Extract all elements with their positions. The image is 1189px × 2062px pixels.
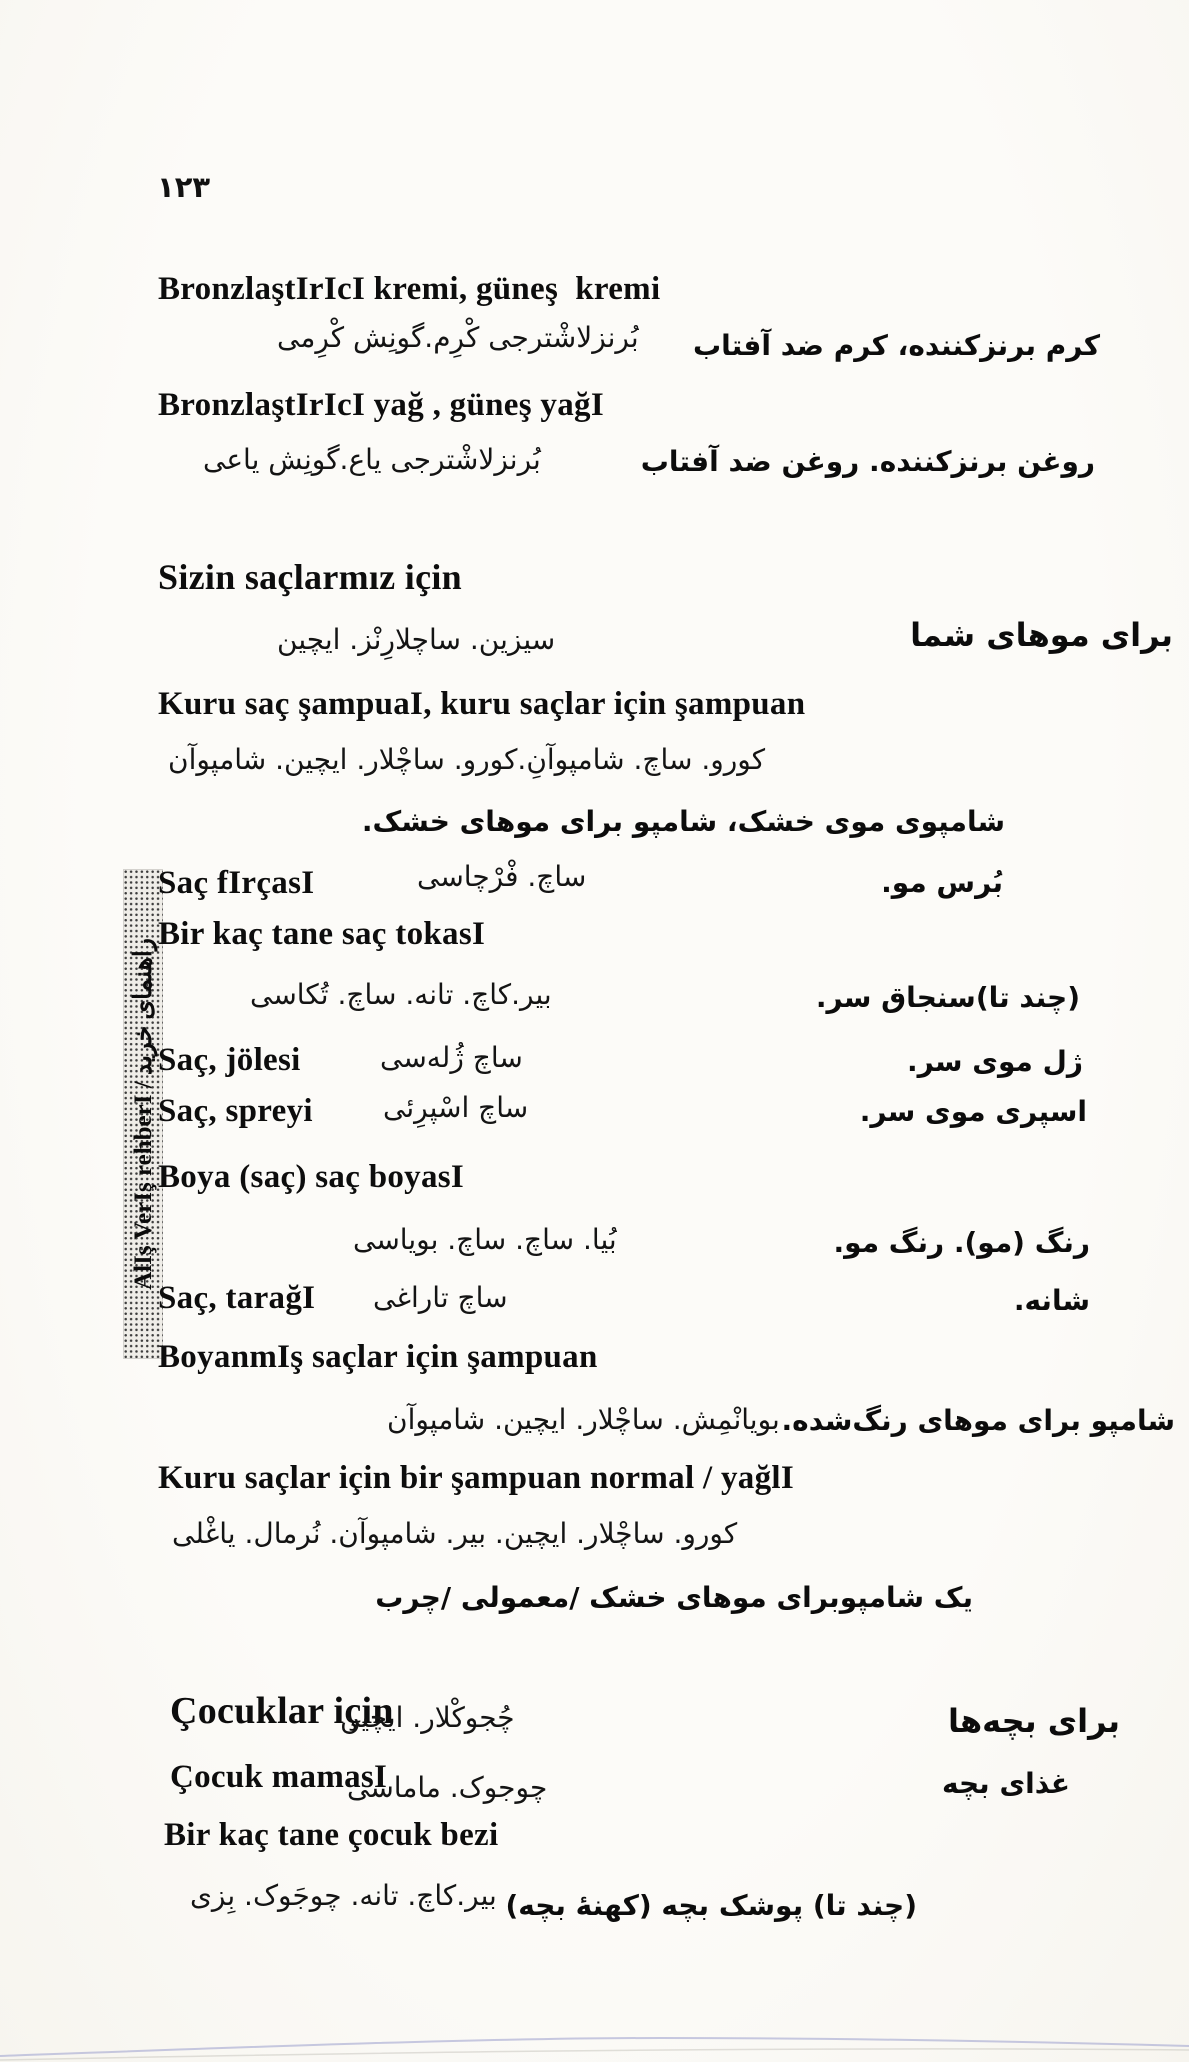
entry-sac-fircasi-translit: ساچ. فْرْچاسی [417,860,587,893]
entry-sac-tokasi-persian: (چند تا)سنجاق سر. [815,981,1080,1014]
entry-cocuk-mamasi-translit: چوجوک. ماماسی [347,1771,548,1804]
entry-sac-boyasi-latin: Boya (saç) saç boyasI [158,1159,465,1195]
section-hair-translit: سیزین. ساچلارِنْز. ایچین [277,623,556,656]
entry-sac-jolesi-latin: Saç, jölesi [158,1042,301,1078]
entry-cocuk-bezi-latin: Bir kaç tane çocuk bezi [164,1817,499,1853]
section-hair-persian: برای موهای شما [910,616,1173,654]
entry-kuru-sac-persian: شامپوی موی خشک، شامپو برای موهای خشک. [361,805,1005,838]
entry-bronz-yagi-persian: روغن برنزکننده. روغن ضد آفتاب [640,445,1095,478]
entry-sac-boyasi-persian: رنگ (مو). رنگ مو. [833,1226,1090,1259]
entry-cocuk-mamasi-latin: Çocuk mamasI [170,1759,388,1795]
section-hair-latin: Sizin saçlarmız için [158,557,462,597]
entry-bronz-yagi-latin: BronzlaştIrIcI yağ , güneş yağI [158,387,604,423]
margin-tab [123,869,163,1359]
entry-kuru-normal-translit: کورو. ساچْلار. ایچین. بیر. شامپوآن. نُرمال. یاغْلی [172,1517,738,1550]
entry-sac-fircasi-latin: Saç fIrçasI [158,865,315,901]
entry-cocuk-bezi-persian: (چند تا) پوشک بچه (کهنهٔ بچه) [505,1889,917,1922]
margin-tab-label: AlIş VerIş rehberI / راهنمای خرید [130,938,157,1290]
entry-kuru-normal-latin: Kuru saçlar için bir şampuan normal / yağlI [158,1460,795,1496]
entry-sac-tokasi-translit: بیر.کاچ. تانه. ساچ. تُکاسی [250,978,552,1011]
entry-bronz-yagi-translit: بُرنزلاشْترجی یاع.گونِش یاعی [203,443,541,476]
entry-boyanmis-persian: شامپو برای موهای رنگ‌شده. [781,1404,1175,1437]
section-children-latin: Çocuklar için [170,1690,394,1732]
scan-bottom-edge [0,2026,1189,2062]
entry-sac-jolesi-translit: ساچ ژُله‌سی [380,1041,523,1074]
entry-cocuk-bezi-translit: بیر.کاچ. تانه. چوجَوک. بِزی [190,1879,497,1912]
entry-kuru-sac-latin: Kuru saç şampuaI, kuru saçlar için şampuan [158,686,806,722]
entry-boyanmis-translit: بویانْمِش. ساچْلار. ایچین. شامپوآن [387,1403,780,1436]
entry-sac-taragi-persian: شانه. [1013,1284,1090,1317]
entry-sac-taragi-translit: ساچ تاراغی [373,1281,508,1314]
section-children-translit: چُجوکْلار. ایچین [340,1701,515,1734]
page-number: ۱۲۳ [157,170,211,204]
entry-sac-spreyi-latin: Saç, spreyi [158,1093,313,1129]
entry-sac-jolesi-persian: ژل موی سر. [906,1045,1083,1078]
entry-sac-spreyi-translit: ساچ اسْپرِئی [383,1091,529,1124]
entry-kuru-sac-translit: کورو. ساچ. شامپوآنِ.کورو. ساچْلار. ایچین. شامپوآن [168,743,766,776]
entry-sac-spreyi-persian: اسپری موی سر. [859,1095,1087,1128]
entry-sac-fircasi-persian: بُرس مو. [881,866,1003,899]
entry-bronz-kremi-latin: BronzlaştIrIcI kremi, güneş kremi [158,271,661,307]
entry-bronz-kremi-translit: بُرنزلاشْترجی کْرِم.گونِش کْرِمی [277,321,639,354]
entry-sac-tokasi-latin: Bir kaç tane saç tokasI [158,916,486,952]
entry-sac-taragi-latin: Saç, tarağI [158,1280,316,1316]
entry-kuru-normal-persian: یک شامپوبرای موهای خشک /معمولی /چرب [375,1581,973,1614]
entry-bronz-kremi-persian: کرم برنزکننده، کرم ضد آفتاب [692,329,1100,362]
entry-cocuk-mamasi-persian: غذای بچه [942,1767,1070,1800]
section-children-persian: برای بچه‌ها [947,1702,1120,1740]
entry-sac-boyasi-translit: بُیا. ساچ. ساچ. بویاسی [353,1223,617,1256]
entry-boyanmis-latin: BoyanmIş saçlar için şampuan [158,1339,598,1375]
